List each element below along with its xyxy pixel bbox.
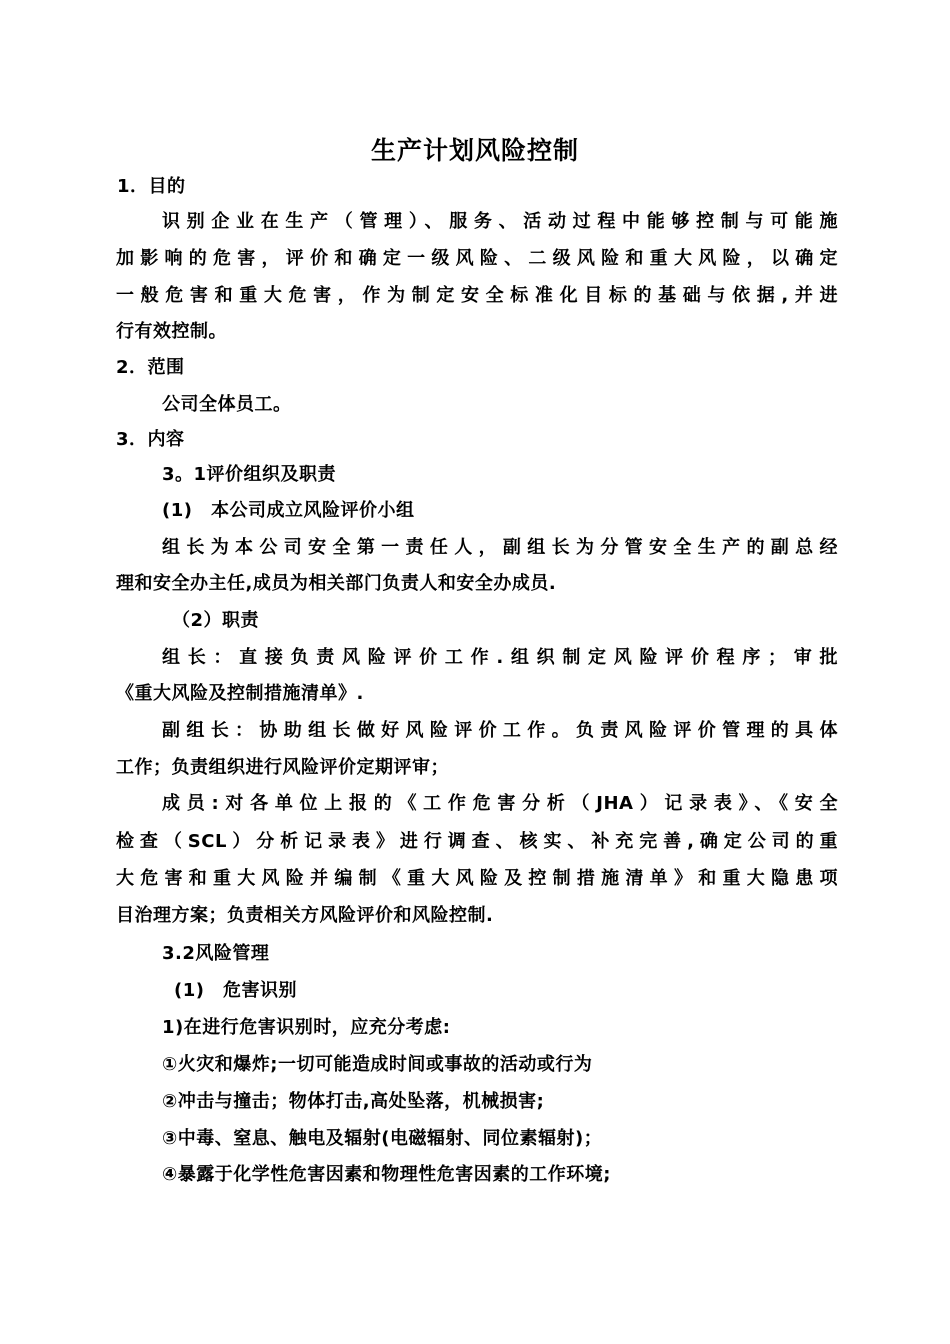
list-item: ①火灾和爆炸;一切可能造成时间或事故的活动或行为 [162, 1054, 593, 1075]
paragraph-line: 成员:对各单位上报的《工作危害分析（JHA）记录表》、《安全 [162, 793, 838, 814]
list-item: ②冲击与撞击；物体打击,高处坠落，机械损害; [162, 1091, 545, 1112]
list-item: ④暴露于化学性危害因素和物理性危害因素的工作环境; [162, 1164, 611, 1185]
paragraph-line: 组长：直接负责风险评价工作.组织制定风险评价程序；审批 [162, 647, 838, 668]
section-2-text: 公司全体员工。 [162, 394, 292, 415]
section-2-heading: 2．范围 [116, 357, 185, 378]
subsection-3-1-heading: 3。1评价组织及职责 [162, 464, 337, 485]
section-1-line: 一般危害和重大危害，作为制定安全标准化目标的基础与依据,并进 [116, 285, 838, 306]
section-1-line: 识别企业在生产（管理）、服务、活动过程中能够控制与可能施 [162, 211, 838, 232]
item-1: (1) 本公司成立风险评价小组 [162, 500, 415, 521]
paragraph-line: 工作；负责组织进行风险评价定期评审； [116, 757, 449, 778]
paragraph-line: 目治理方案；负责相关方风险评价和风险控制. [116, 905, 494, 926]
step-1: 1)在进行危害识别时，应充分考虑: [162, 1017, 451, 1038]
document-title: 生产计划风险控制 [370, 136, 579, 165]
paragraph-line: 理和安全办主任,成员为相关部门负责人和安全办成员. [116, 573, 557, 594]
section-1-line: 加影响的危害，评价和确定一级风险、二级风险和重大风险，以确定 [116, 248, 838, 269]
section-1-heading: 1．目的 [117, 176, 186, 197]
paragraph-line: 《重大风险及控制措施清单》. [116, 683, 364, 704]
item-3: (1) 危害识别 [174, 980, 297, 1001]
list-item: ③中毒、窒息、触电及辐射(电磁辐射、同位素辐射)； [162, 1128, 603, 1149]
paragraph-line: 检查（SCL）分析记录表》进行调查、核实、补充完善,确定公司的重 [116, 831, 838, 852]
paragraph-line: 大危害和重大风险并编制《重大风险及控制措施清单》和重大隐患项 [116, 868, 838, 889]
paragraph-line: 组长为本公司安全第一责任人，副组长为分管安全生产的副总经 [162, 537, 838, 558]
item-2: （2）职责 [172, 610, 260, 631]
subsection-3-2-heading: 3.2风险管理 [162, 943, 270, 964]
section-3-heading: 3．内容 [116, 429, 185, 450]
paragraph-line: 副组长：协助组长做好风险评价工作。负责风险评价管理的具体 [162, 720, 838, 741]
section-1-line: 行有效控制。 [116, 321, 227, 342]
